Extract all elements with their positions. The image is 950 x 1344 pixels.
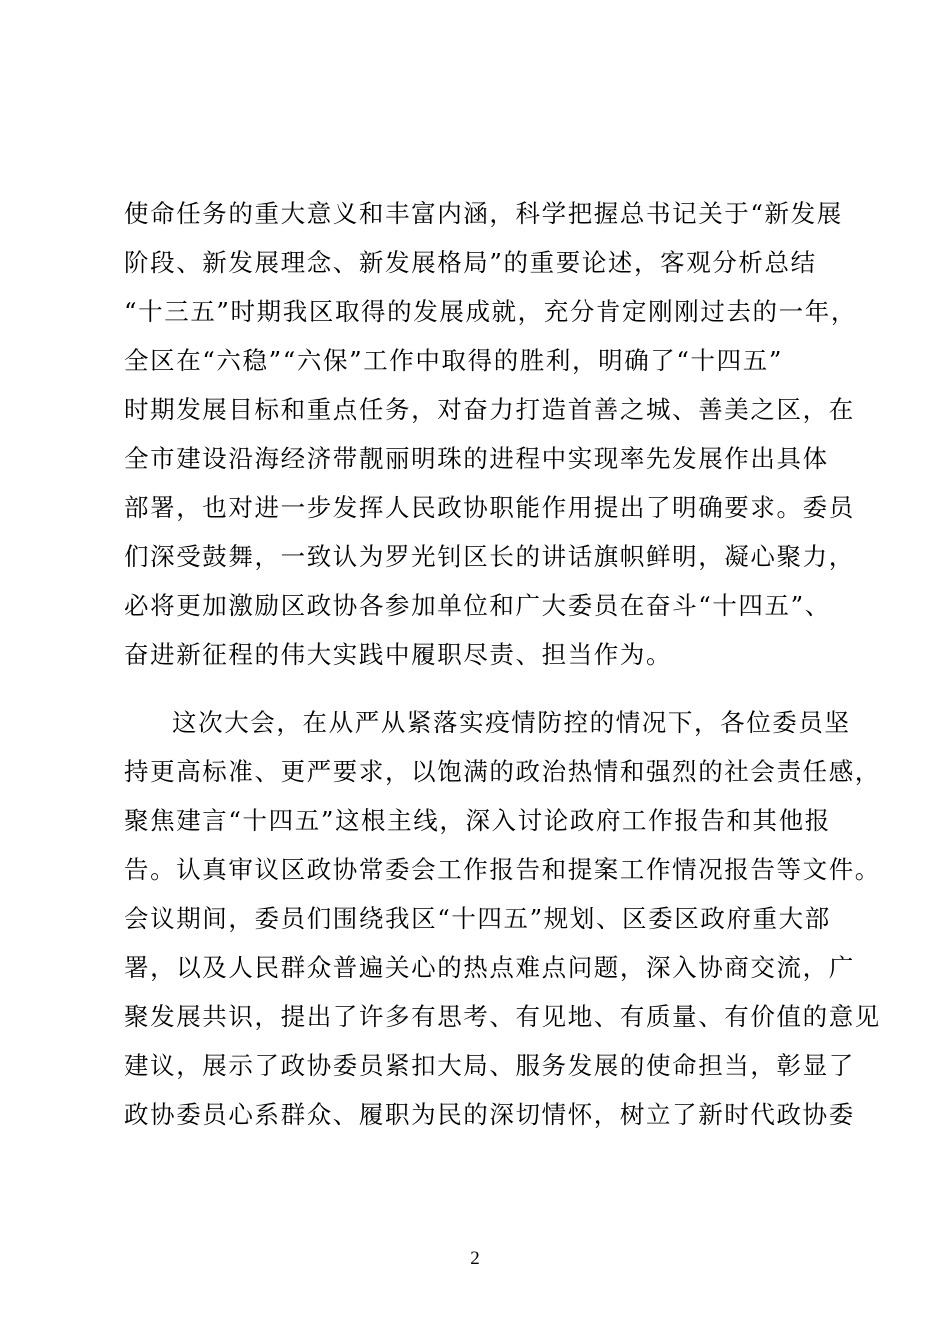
body-paragraph-2 [124,698,881,1139]
text-line: 持更高标准、更严要求，以饱满的政治热情和强烈的社会责任感， [124,757,881,786]
text-line: 必将更加激励区政协各参加单位和广大委员在奋斗“十四五”、 [124,591,831,620]
text-line: 告。认真审议区政协常委会工作报告和提案工作情况报告等文件。 [124,855,881,884]
text-line: 会议期间，委员们围绕我区“十四五”规划、区委区政府重大部 [124,904,831,933]
text-line: 阶段、新发展理念、新发展格局”的重要论述，客观分析总结 [124,248,817,277]
page-number: 2 [470,1248,480,1269]
text-line: 署，以及人民群众普遍关心的热点难点问题，深入协商交流，广 [124,953,855,982]
text-line: 全区在“六稳”“六保”工作中取得的胜利，明确了“十四五” [124,346,783,375]
text-line: 全市建设沿海经济带靓丽明珠的进程中实现率先发展作出具体 [124,444,829,473]
text-line: 建议，展示了政协委员紧扣大局、服务发展的使命担当，彰显了 [124,1051,855,1080]
text-line: 奋进新征程的伟大实践中履职尽责、担当作为。 [124,640,673,669]
text-line: “十三五”时期我区取得的发展成就，充分肯定刚刚过去的一年， [124,297,857,326]
text-line: 聚发展共识，提出了许多有思考、有见地、有质量、有价值的意见 [124,1002,881,1031]
text-line: 部署，也对进一步发挥人民政协职能作用提出了明确要求。委员 [124,493,855,522]
body-paragraph-1 [124,189,857,679]
text-line-first-indented: 这次大会，在从严从紧落实疫情防控的情况下，各位委员坚 [172,708,851,737]
text-line: 聚焦建言“十四五”这根主线，深入讨论政府工作报告和其他报 [124,806,831,835]
text-line: 时期发展目标和重点任务，对奋力打造首善之城、善美之区，在 [124,395,855,424]
text-line: 政协委员心系群众、履职为民的深切情怀，树立了新时代政协委 [124,1100,855,1129]
text-line: 们深受鼓舞，一致认为罗光钊区长的讲话旗帜鲜明，凝心聚力， [124,542,855,571]
text-line: 使命任务的重大意义和丰富内涵，科学把握总书记关于“新发展 [124,199,843,228]
